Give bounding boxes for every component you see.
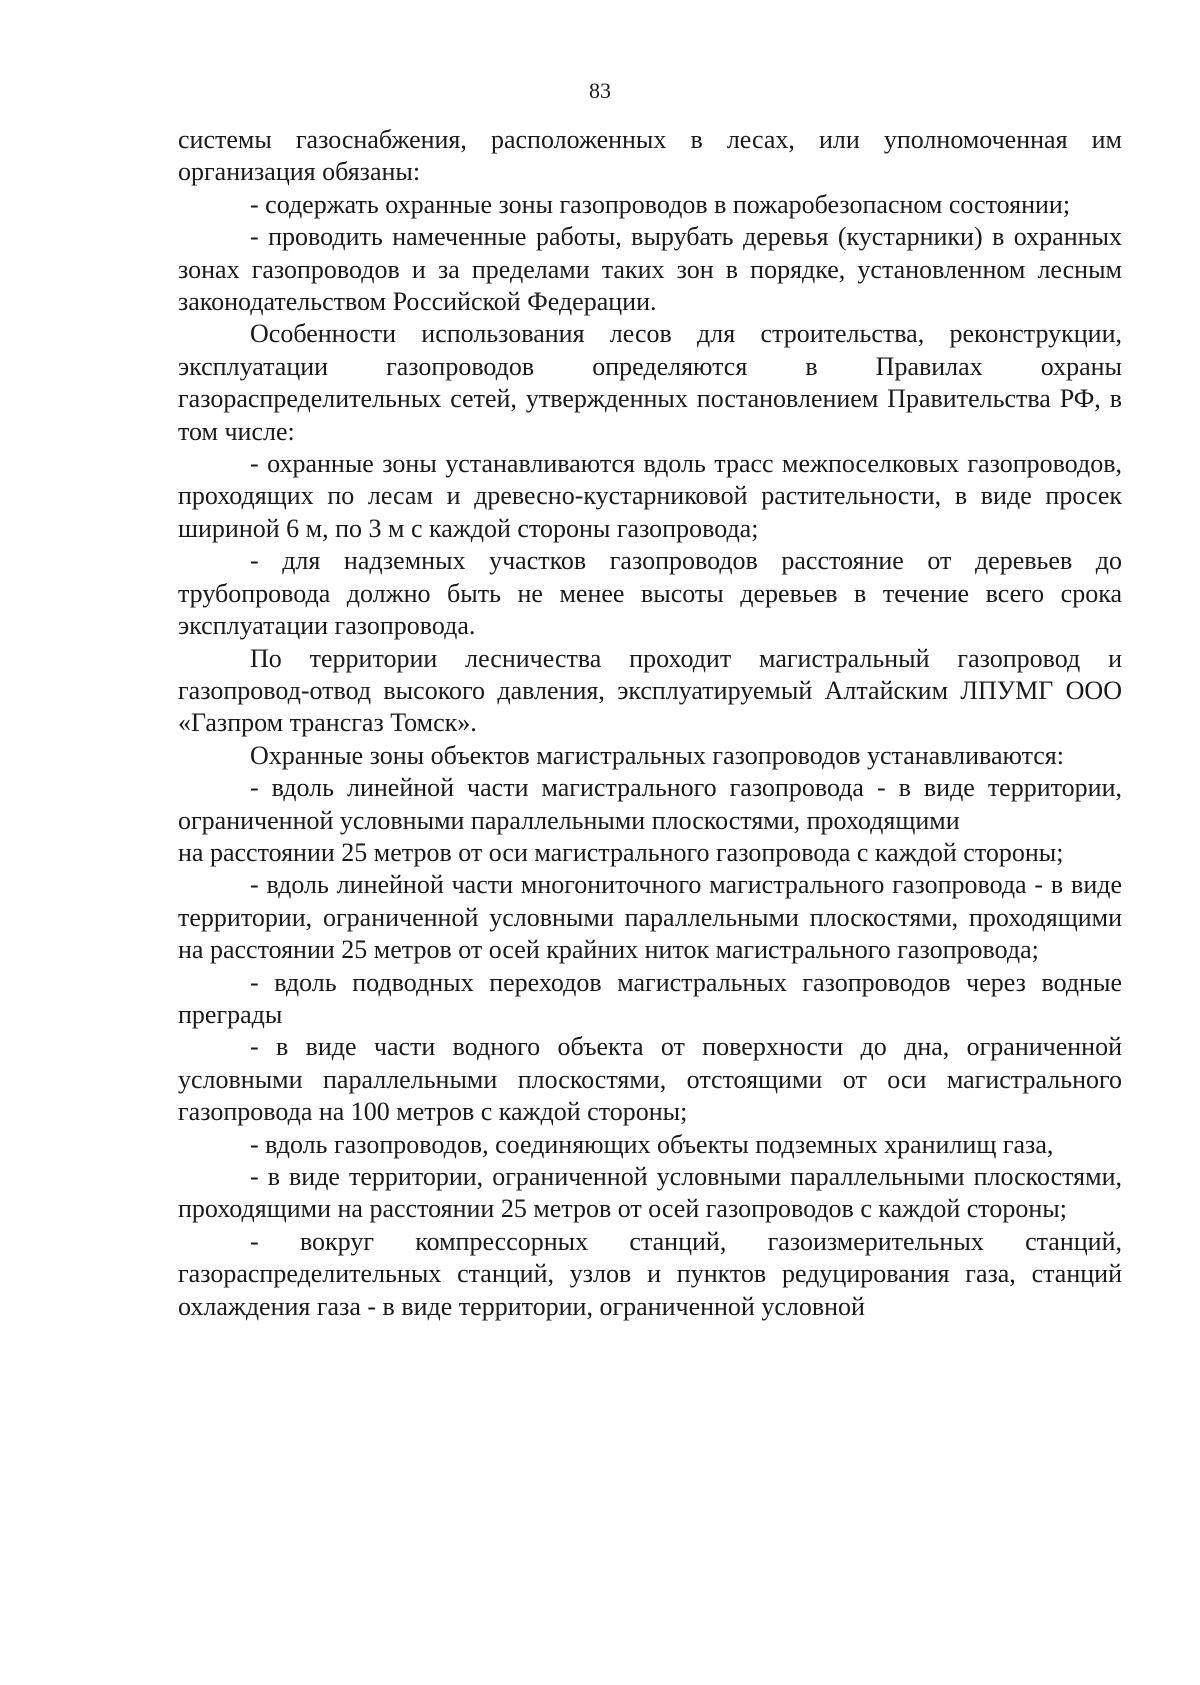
- paragraph-list-item: - вдоль линейной части многониточного магистрального газопровода - в виде территории, ограниченной условными параллельными плоскостями, проходящими на расстоянии 25 метров от осей крайних ниток магистрального газопровода;: [178, 870, 1122, 965]
- paragraph-list-item: - для надземных участков газопроводов расстояние от деревьев до трубопровода должно быть не менее высоты деревьев в течение всего срока эксплуатации газопровода.: [178, 546, 1122, 641]
- paragraph-list-item: - в виде части водного объекта от поверхности до дна, ограниченной условными параллельными плоскостями, отстоящими от оси магистрального газопровода на 100 метров с каждой стороны;: [178, 1032, 1122, 1127]
- paragraph: По территории лесничества проходит магистральный газопровод и газопровод-отвод высокого давления, эксплуатируемый Алтайским ЛПУМГ ООО «Газпром трансгаз Томск».: [178, 643, 1122, 738]
- paragraph-list-item: - содержать охранные зоны газопроводов в пожаробезопасном состоянии;: [250, 189, 1071, 219]
- paragraph-list-item: - проводить намеченные работы, вырубать деревья (кустарники) в охранных зонах газопроводов и за пределами таких зон в порядке, установленном лесным законодательством Российской Федерации.: [178, 222, 1122, 317]
- paragraph: Охранные зоны объектов магистральных газопроводов устанавливаются:: [250, 740, 1064, 770]
- page-number: 83: [589, 78, 611, 103]
- paragraph-list-item: - вдоль линейной части магистрального газопровода - в виде территории, ограниченной условными параллельными плоскостями, проходящими: [178, 773, 1122, 835]
- paragraph-list-item: - вдоль газопроводов, соединяющих объекты подземных хранилищ газа,: [250, 1129, 1054, 1159]
- paragraph-list-item: - вокруг компрессорных станций, газоизмерительных станций, газораспределительных станций, узлов и пунктов редуцирования газа, станций охлаждения газа - в виде территории, ограниченной условной: [178, 1226, 1122, 1321]
- body-text: [178, 124, 1122, 1323]
- paragraph-list-item: - в виде территории, ограниченной условными параллельными плоскостями, проходящими на расстоянии 25 метров от осей газопроводов с каждой стороны;: [178, 1162, 1122, 1224]
- paragraph: Особенности использования лесов для строительства, реконструкции, эксплуатации газопроводов определяются в Правилах охраны газораспределительных сетей, утвержденных постановлением Правительства РФ, в том числе:: [178, 319, 1122, 446]
- paragraph-list-item: - вдоль подводных переходов магистральных газопроводов через водные преграды: [178, 967, 1122, 1029]
- paragraph: системы газоснабжения, расположенных в лесах, или уполномоченная им организация обязаны:: [178, 125, 1122, 187]
- paragraph-list-item: - охранные зоны устанавливаются вдоль трасс межпоселковых газопроводов, проходящих по лесам и древесно-кустарниковой растительности, в виде просек шириной 6 м, по 3 м с каждой стороны газопровода;: [178, 449, 1122, 543]
- paragraph-continuation: на расстоянии 25 метров от оси магистрального газопровода с каждой стороны;: [178, 837, 1064, 867]
